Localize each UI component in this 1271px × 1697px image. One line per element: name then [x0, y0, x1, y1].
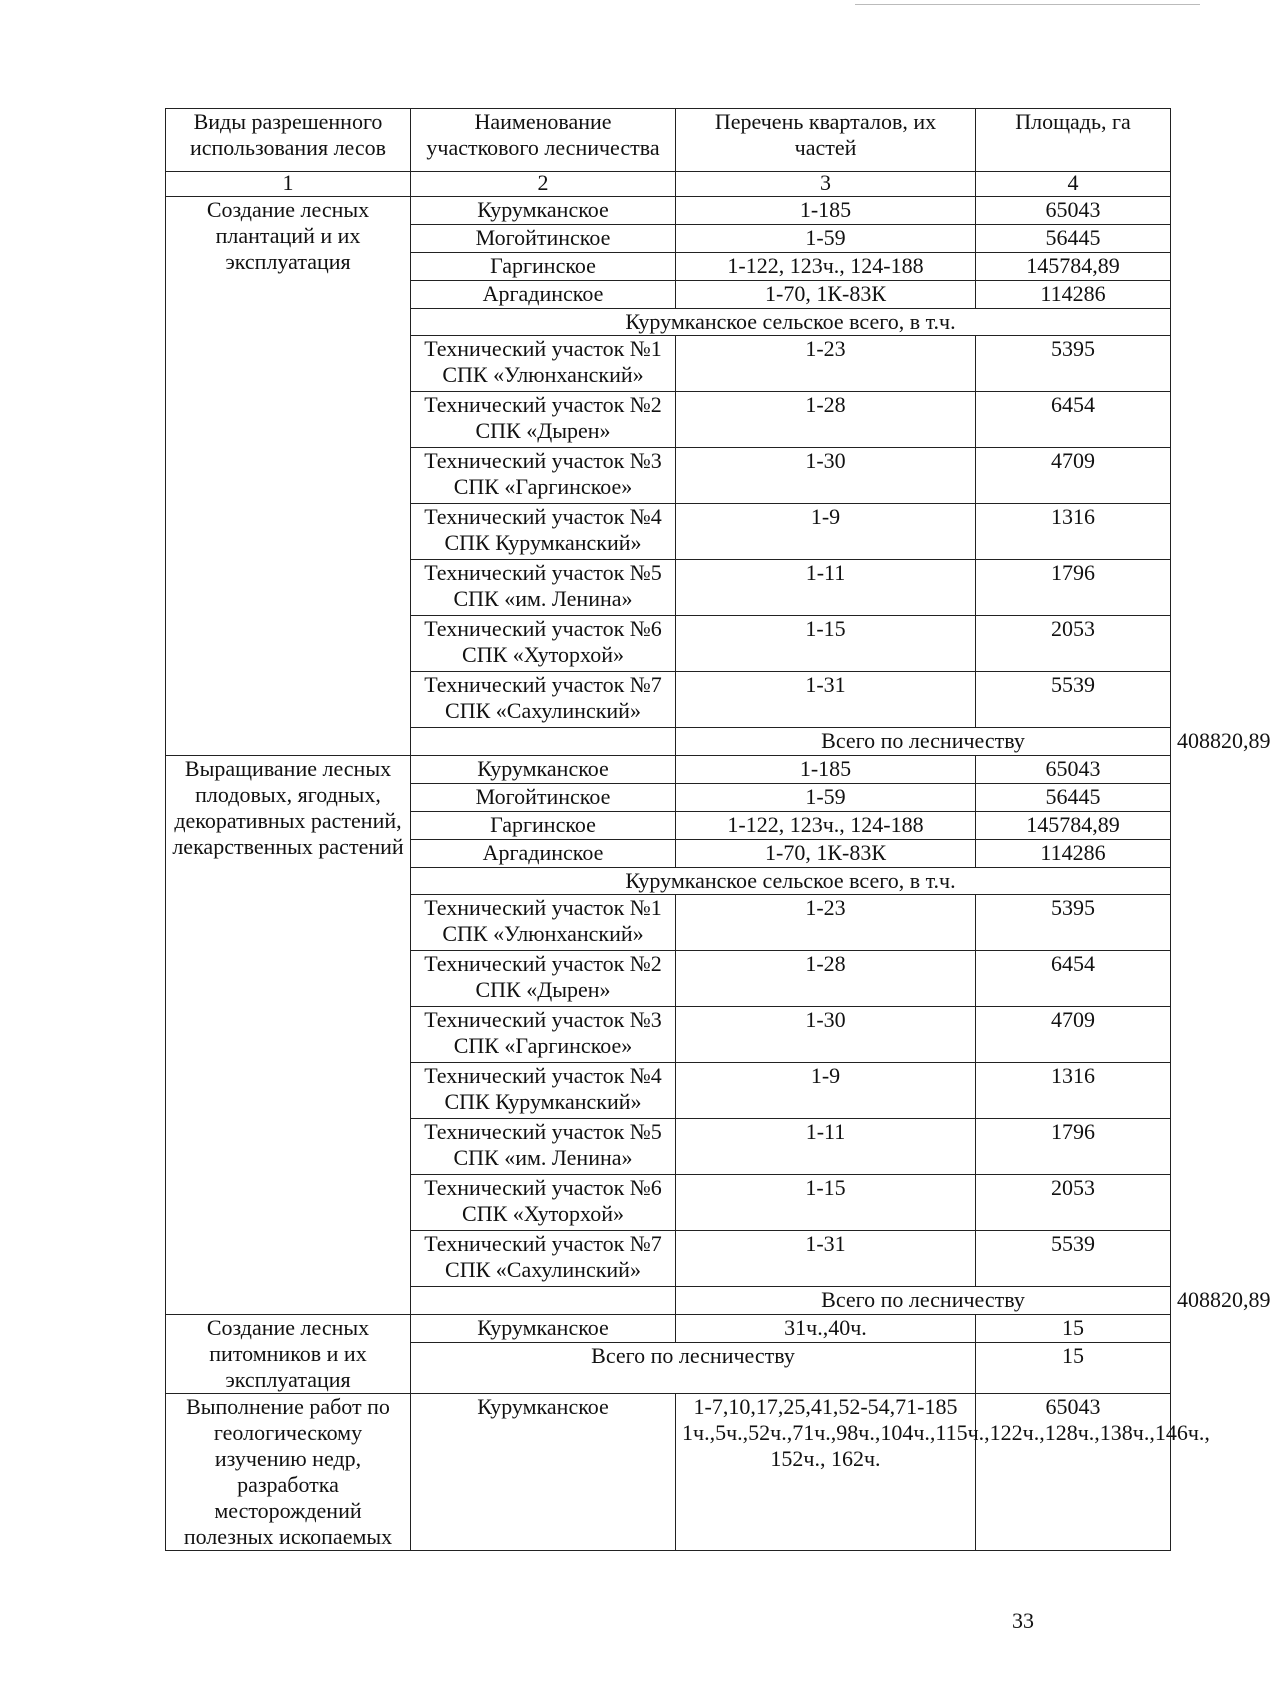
quarter-list: 1-11	[676, 1119, 976, 1175]
forestry-row	[166, 197, 1171, 225]
tech-site-name: Технический участок №1 СПК «Улюнханский»	[411, 895, 676, 951]
nursery-row	[166, 1315, 1171, 1343]
tech-site-name: Технический участок №6 СПК «Хуторхой»	[411, 1175, 676, 1231]
total-row: Всего по лесничеству 408820,89	[166, 728, 1171, 756]
header-col1: Виды разрешенного использования лесов	[166, 109, 411, 172]
category-cell: Выполнение работ по геологическому изучению недр, разработка месторождений полезных ископаемых	[166, 1394, 411, 1551]
tech-site-name: Технический участок №4 СПК Курумканский»	[411, 1063, 676, 1119]
area-value: 145784,89	[976, 812, 1171, 840]
header-col2: Наименование участкового лесничества	[411, 109, 676, 172]
area-value: 4709	[976, 448, 1171, 504]
quarter-list: 1-11	[676, 560, 976, 616]
quarter-list: 1-122, 123ч., 124-188	[676, 253, 976, 281]
area-value: 65043	[976, 197, 1171, 225]
column-number-row	[166, 172, 1171, 197]
col-number: 2	[411, 172, 676, 197]
forestry-name: Могойтинское	[411, 225, 676, 253]
tech-site-name: Технический участок №2 СПК «Дырен»	[411, 951, 676, 1007]
area-value: 6454	[976, 392, 1171, 448]
forestry-name: Курумканское	[411, 756, 676, 784]
quarter-list: 1-28	[676, 392, 976, 448]
col-number: 4	[976, 172, 1171, 197]
quarter-list: 1-15	[676, 616, 976, 672]
subtotal-label: Курумканское сельское всего, в т.ч.	[411, 868, 1171, 895]
quarter-list: 1-59	[676, 225, 976, 253]
area-value: 56445	[976, 784, 1171, 812]
forestry-name: Гаргинское	[411, 812, 676, 840]
total-row: Всего по лесничеству 408820,89	[166, 1287, 1171, 1315]
quarter-list: 1-70, 1К-83К	[676, 281, 976, 309]
area-value: 1316	[976, 504, 1171, 560]
category-cell: Создание лесных плантаций и их эксплуатация	[166, 197, 411, 756]
tech-site-name: Технический участок №3 СПК «Гаргинское»	[411, 448, 676, 504]
page-number: 33	[1012, 1608, 1034, 1633]
forestry-name: Аргадинское	[411, 281, 676, 309]
area-value: 65043	[976, 1394, 1171, 1551]
quarter-list: 1-122, 123ч., 124-188	[676, 812, 976, 840]
quarter-list: 1-30	[676, 448, 976, 504]
tech-site-name: Технический участок №2 СПК «Дырен»	[411, 392, 676, 448]
geology-row	[166, 1394, 1171, 1551]
forestry-row	[166, 756, 1171, 784]
quarter-list: 1-31	[676, 1231, 976, 1287]
forestry-name: Гаргинское	[411, 253, 676, 281]
col-number: 3	[676, 172, 976, 197]
area-value: 2053	[976, 1175, 1171, 1231]
empty-cell	[411, 728, 676, 756]
quarter-list: 1-15	[676, 1175, 976, 1231]
subtotal-label: Курумканское сельское всего, в т.ч.	[411, 309, 1171, 336]
tech-site-name: Технический участок №7 СПК «Сахулинский»	[411, 672, 676, 728]
total-area: 15	[976, 1343, 1171, 1394]
forestry-name: Курумканское	[411, 1315, 676, 1343]
tech-site-name: Технический участок №4 СПК Курумканский»	[411, 504, 676, 560]
quarter-list: 1-23	[676, 895, 976, 951]
total-label: Всего по лесничеству	[676, 1287, 1171, 1315]
quarter-list: 1-31	[676, 672, 976, 728]
quarter-list: 1-23	[676, 336, 976, 392]
total-label: Всего по лесничеству	[411, 1343, 976, 1394]
quarter-list: 1-30	[676, 1007, 976, 1063]
header-row	[166, 109, 1171, 172]
category-cell: Выращивание лесных плодовых, ягодных, декоративных растений, лекарственных растений	[166, 756, 411, 1315]
tech-site-name: Технический участок №5 СПК «им. Ленина»	[411, 560, 676, 616]
area-value: 65043	[976, 756, 1171, 784]
col-number: 1	[166, 172, 411, 197]
quarter-list: 1-70, 1К-83К	[676, 840, 976, 868]
category-cell: Создание лесных питомников и их эксплуатация	[166, 1315, 411, 1394]
forestry-name: Курумканское	[411, 1394, 676, 1551]
header-col3: Перечень кварталов, их частей	[676, 109, 976, 172]
area-value: 15	[976, 1315, 1171, 1343]
quarter-list: 1-7,10,17,25,41,52-54,71-185 1ч.,5ч.,52ч.,71ч.,98ч.,104ч.,115ч.,122ч.,128ч.,138ч.,146ч., 152ч., 162ч.	[676, 1394, 976, 1551]
header-col4: Площадь, га	[976, 109, 1171, 172]
quarter-list: 1-59	[676, 784, 976, 812]
scan-edge-line	[855, 4, 1200, 5]
area-value: 114286	[976, 281, 1171, 309]
area-value: 6454	[976, 951, 1171, 1007]
area-value: 5539	[976, 1231, 1171, 1287]
quarter-list: 1-185	[676, 197, 976, 225]
forestry-name: Могойтинское	[411, 784, 676, 812]
area-value: 1796	[976, 1119, 1171, 1175]
area-value: 114286	[976, 840, 1171, 868]
tech-site-name: Технический участок №1 СПК «Улюнханский»	[411, 336, 676, 392]
tech-site-name: Технический участок №3 СПК «Гаргинское»	[411, 1007, 676, 1063]
quarter-list: 1-185	[676, 756, 976, 784]
forestry-name: Курумканское	[411, 197, 676, 225]
tech-site-name: Технический участок №7 СПК «Сахулинский»	[411, 1231, 676, 1287]
area-value: 5395	[976, 336, 1171, 392]
quarter-list: 1-28	[676, 951, 976, 1007]
forest-use-table	[165, 108, 1271, 1551]
quarter-list: 1-9	[676, 504, 976, 560]
area-value: 5539	[976, 672, 1171, 728]
forestry-name: Аргадинское	[411, 840, 676, 868]
empty-cell	[411, 1287, 676, 1315]
quarter-list: 1-9	[676, 1063, 976, 1119]
area-value: 5395	[976, 895, 1171, 951]
area-value: 2053	[976, 616, 1171, 672]
area-value: 1796	[976, 560, 1171, 616]
area-value: 1316	[976, 1063, 1171, 1119]
area-value: 4709	[976, 1007, 1171, 1063]
total-label: Всего по лесничеству	[676, 728, 1171, 756]
tech-site-name: Технический участок №6 СПК «Хуторхой»	[411, 616, 676, 672]
quarter-list: 31ч.,40ч.	[676, 1315, 976, 1343]
area-value: 145784,89	[976, 253, 1171, 281]
area-value: 56445	[976, 225, 1171, 253]
tech-site-name: Технический участок №5 СПК «им. Ленина»	[411, 1119, 676, 1175]
